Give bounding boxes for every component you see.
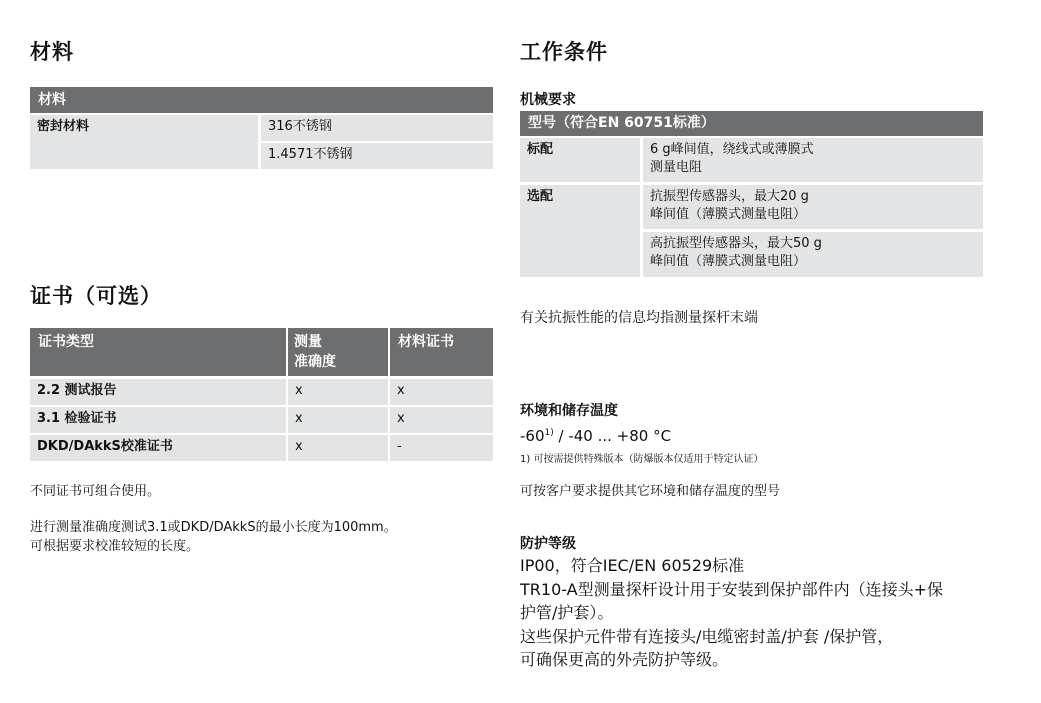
cert-row-3-material: - [390,435,493,461]
standard-value: 6 g峰间值，绕线式或薄膜式 测量电阻 [643,138,983,182]
cert-row-2-material: x [390,407,493,433]
standard-label: 标配 [520,138,640,182]
cert-row-1-type: 2.2 测试报告 [30,379,286,405]
cert-col-accuracy: 测量 准确度 [288,328,388,376]
cert-row-3-accuracy: x [288,435,388,461]
option-label: 选配 [520,185,640,277]
mechanical-title: 机械要求 [520,92,576,108]
cert-note-min-length: 进行测量准确度测试3.1或DKD/DAkkS的最小长度为100mm。 [30,520,397,535]
protection-line-1: IP00，符合IEC/EN 60529标准 [520,556,745,575]
option-value-2: 高抗振型传感器头，最大50 g 峰间值（薄膜式测量电阻） [643,232,983,277]
cert-row-2-accuracy: x [288,407,388,433]
cert-note-combine: 不同证书可组合使用。 [30,484,161,499]
operating-heading: 工作条件 [520,40,608,64]
protection-line-2: TR10-A型测量探杆设计用于安装到保护部件内（连接头+保 [520,580,944,599]
cert-row-1-accuracy: x [288,379,388,405]
cert-col-type: 证书类型 [30,328,286,376]
temperature-range: / -40 ... +80 °C [553,427,672,445]
materials-table-header: 材料 [30,87,493,113]
protection-line-4: 这些保护元件带有连接头/电缆密封盖/护套 /保护管， [520,627,894,646]
seal-material-value-1: 316不锈钢 [261,115,493,141]
seal-material-label: 密封材料 [30,115,258,169]
cert-row-1-material: x [390,379,493,405]
temperature-footnote-ref: 1) [544,428,554,438]
cert-col-material: 材料证书 [390,328,493,376]
option-value-1: 抗振型传感器头，最大20 g 峰间值（薄膜式测量电阻） [643,185,983,229]
cert-note-shorter: 可根据要求校准较短的长度。 [30,539,200,554]
cert-row-2-type: 3.1 检验证书 [30,407,286,433]
seal-material-value-2: 1.4571不锈钢 [261,143,493,169]
temperature-min: -60 [520,427,545,445]
protection-line-5: 可确保更高的外壳防护等级。 [520,650,729,669]
protection-line-3: 护管/护套）。 [520,603,614,622]
temperature-value [520,422,671,447]
temperature-title: 环境和储存温度 [520,403,618,419]
protection-title: 防护等级 [520,536,576,552]
materials-heading: 材料 [30,40,74,64]
cert-row-3-type: DKD/DAkkS校准证书 [30,435,286,461]
temperature-footnote: 1) 可按需提供特殊版本（防爆版本仅适用于特定认证） [520,454,764,465]
mechanical-table-header: 型号（符合EN 60751标准） [520,111,983,136]
vibration-note: 有关抗振性能的信息均指测量探杆末端 [520,310,758,326]
temperature-note: 可按客户要求提供其它环境和储存温度的型号 [520,484,781,499]
certificates-heading: 证书（可选） [30,284,162,308]
